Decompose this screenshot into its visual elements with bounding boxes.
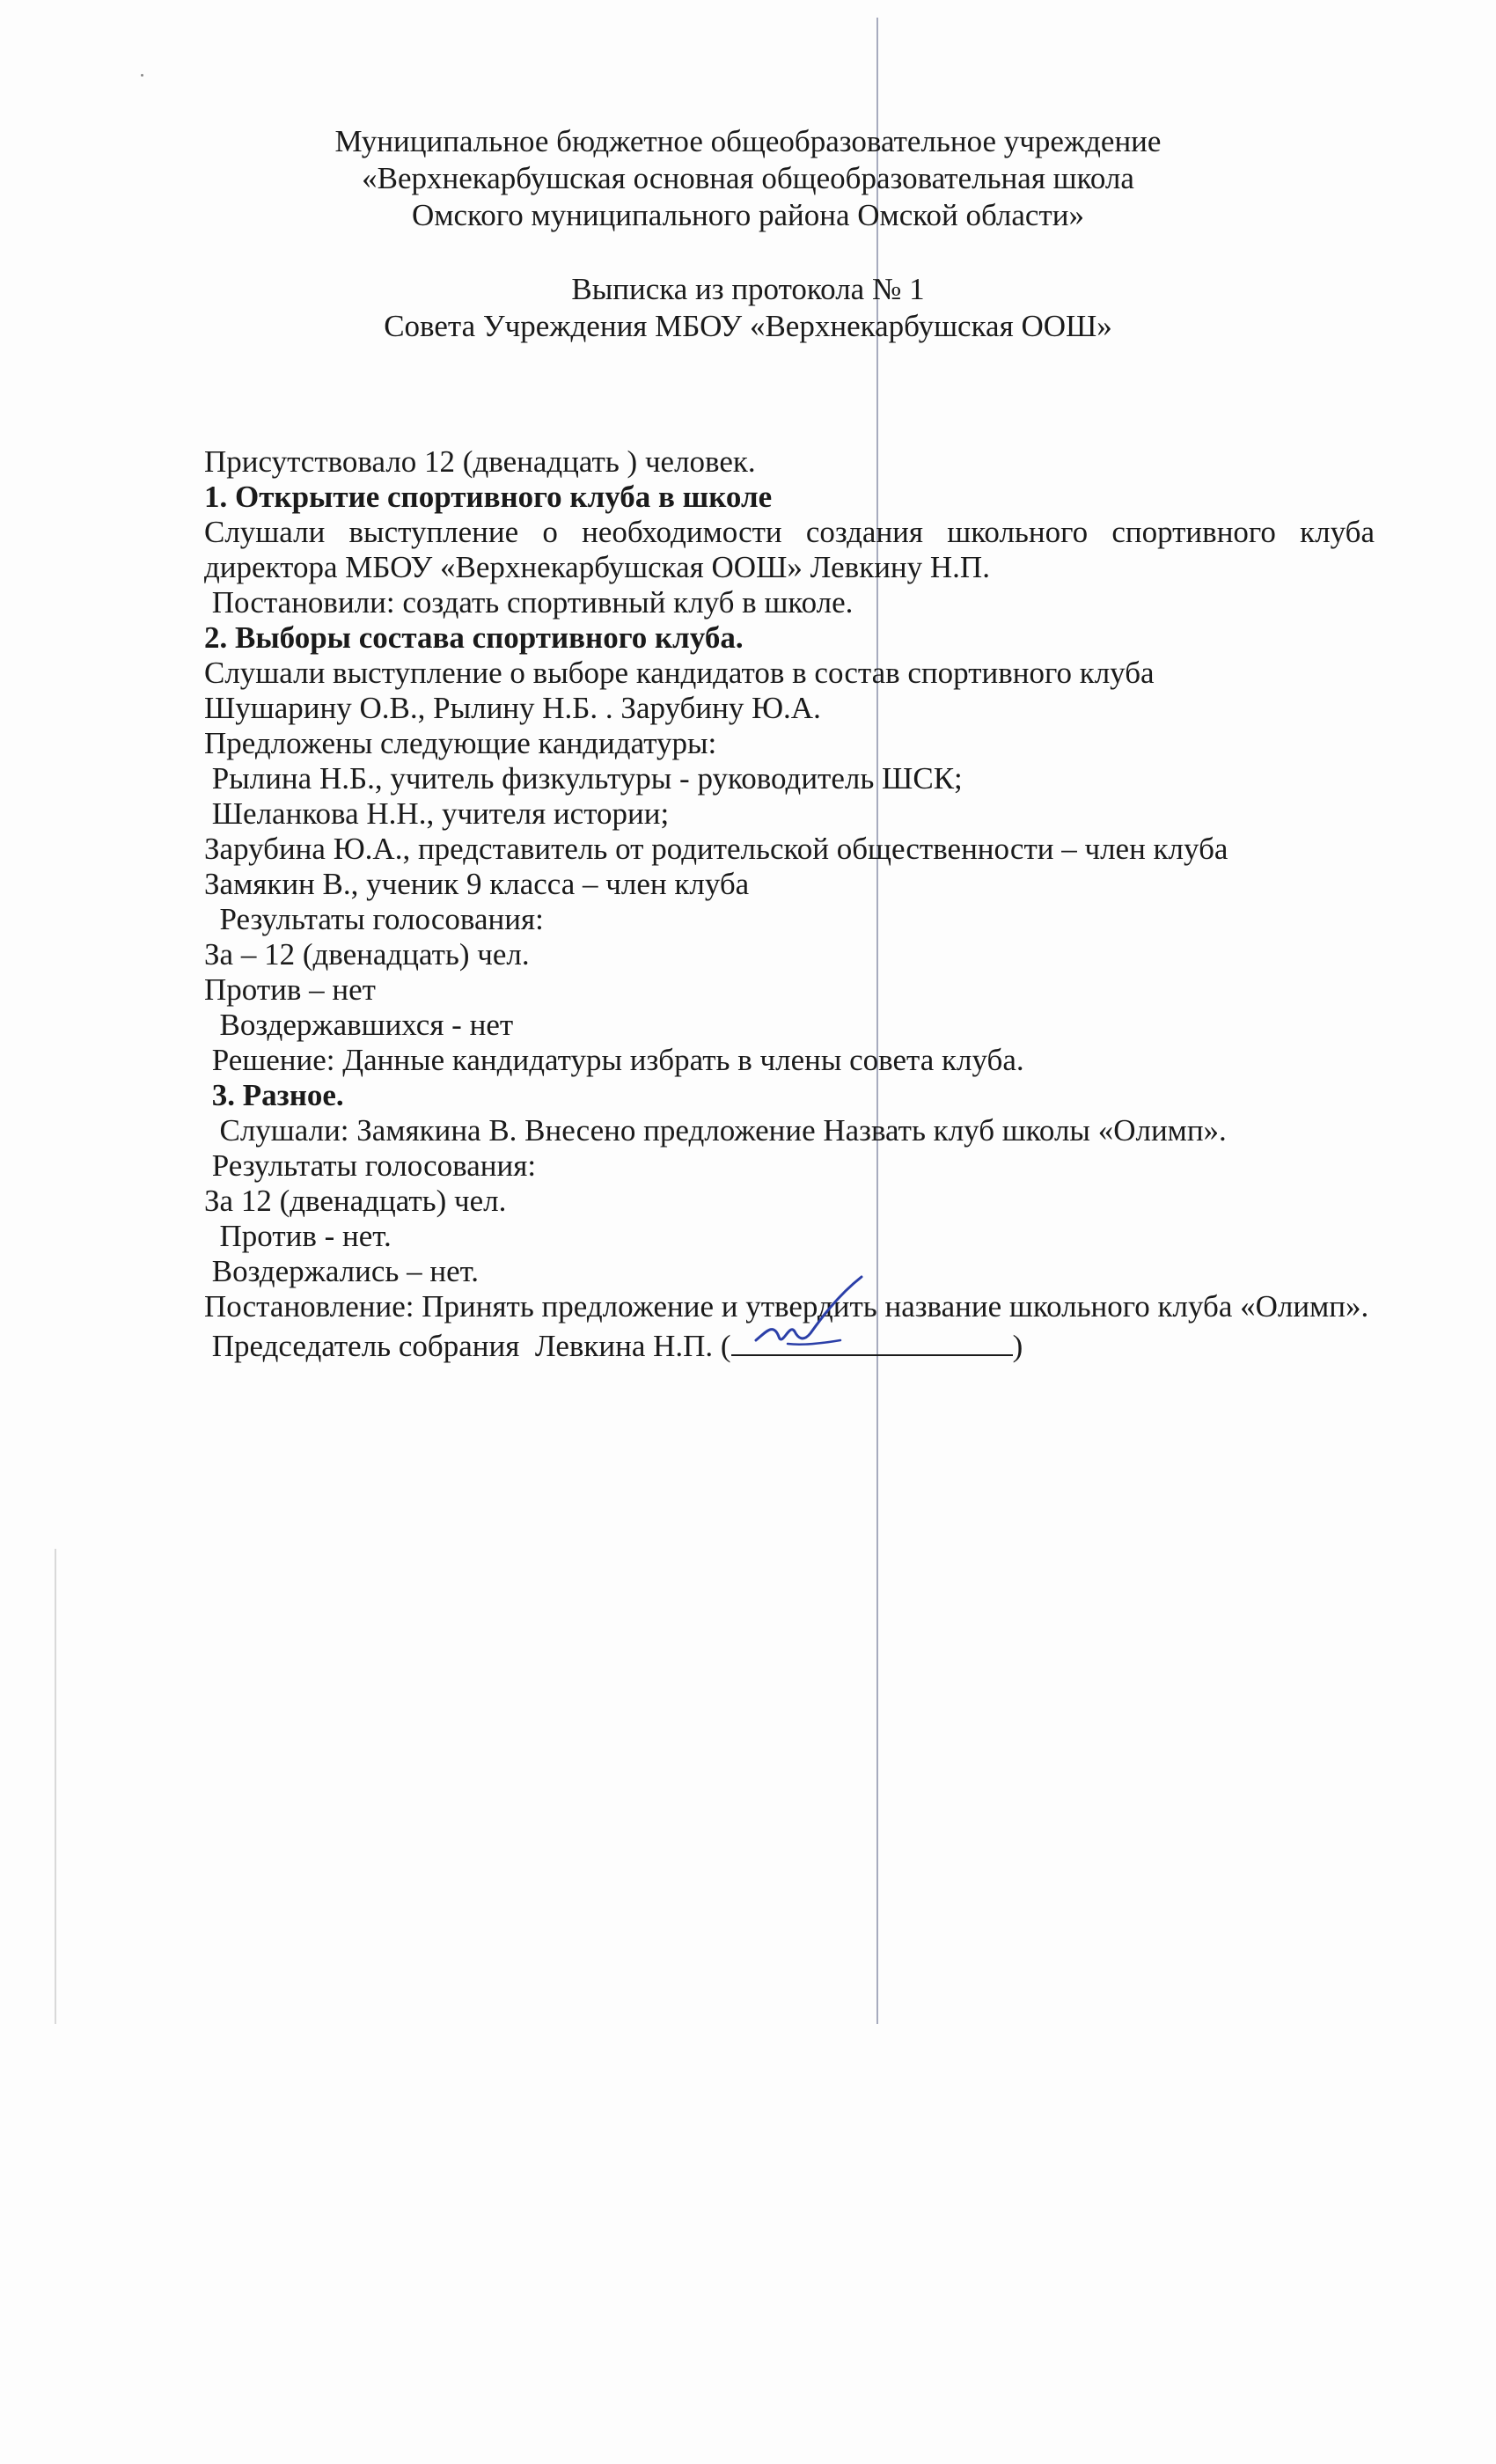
institution-name-line-2: «Верхнекарбушская основная общеобразовательная школа (362, 161, 1134, 195)
candidate-3: Зарубина Ю.А., представитель от родительской общественности – член клуба (204, 832, 1228, 866)
attendance-line: Присутствовало 12 (двенадцать ) человек. (204, 444, 756, 479)
protocol-body (204, 444, 1375, 1364)
chairman-signature-line (204, 1324, 1375, 1364)
section-2-proposed: Предложены следующие кандидатуры: (204, 726, 717, 760)
vote-against-1: Против – нет (204, 972, 376, 1007)
handwritten-signature-icon (749, 1270, 890, 1358)
section-2-decision: Решение: Данные кандидатуры избрать в члены совета клуба. (204, 1043, 1024, 1077)
chairman-close-paren: ) (1012, 1329, 1023, 1363)
vote-results-heading-1: Результаты голосования: (204, 902, 544, 936)
candidate-4: Замякин В., ученик 9 класса – член клуба (204, 867, 750, 901)
section-3-heard: Слушали: Замякина В. Внесено предложение Назвать клуб школы «Олимп». (204, 1113, 1227, 1148)
candidate-2: Шеланкова Н.Н., учителя истории; (204, 796, 670, 831)
institution-name-line-3: Омского муниципального района Омской области» (412, 198, 1084, 232)
section-1-decision: Постановили: создать спортивный клуб в школе. (204, 585, 854, 620)
vote-for-1: За – 12 (двенадцать) чел. (204, 937, 530, 972)
section-2-title: 2. Выборы состава спортивного клуба. (204, 620, 744, 655)
section-2-heard-line-2: Шушарину О.В., Рылину Н.Б. . Зарубину Ю.А. (204, 691, 821, 725)
vote-abstained-2: Воздержались – нет. (204, 1254, 480, 1288)
scan-edge-line (55, 1549, 56, 2024)
chairman-label: Председатель собрания Левкина Н.П. ( (204, 1329, 731, 1363)
vote-for-2: За 12 (двенадцать) чел. (204, 1184, 507, 1218)
vote-results-heading-2: Результаты голосования: (204, 1148, 537, 1183)
section-1-title: 1. Открытие спортивного клуба в школе (204, 480, 773, 514)
section-3-resolution: Постановление: Принять предложение и утвердить название школьного клуба «Олимп». (204, 1289, 1369, 1324)
vote-against-2: Против - нет. (204, 1219, 392, 1253)
candidate-1: Рылина Н.Б., учитель физкультуры - руководитель ШСК; (204, 761, 963, 796)
document-title: Выписка из протокола № 1 (571, 272, 925, 306)
institution-name-line-1: Муниципальное бюджетное общеобразовательное учреждение (334, 124, 1162, 158)
vote-abstained-1: Воздержавшихся - нет (204, 1008, 514, 1042)
document-header (176, 123, 1320, 345)
document-subtitle: Совета Учреждения МБОУ «Верхнекарбушская ООШ» (384, 309, 1112, 343)
section-3-title: 3. Разное. (204, 1078, 344, 1112)
scan-speck (141, 74, 143, 77)
section-2-heard-line-1: Слушали выступление о выборе кандидатов в состав спортивного клуба (204, 656, 1155, 690)
signature-field (731, 1324, 1013, 1356)
section-1-heard: Слушали выступление о необходимости создания школьного спортивного клуба директора МБОУ «Верхнекарбушская ООШ» Левкину Н.П. (204, 515, 1375, 584)
